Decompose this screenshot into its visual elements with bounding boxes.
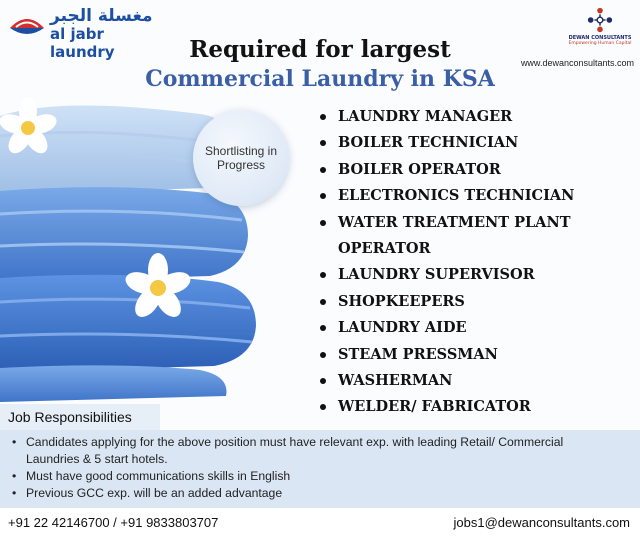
list-item: • Must have good communications skills in English bbox=[10, 468, 640, 485]
positions-list bbox=[318, 104, 608, 421]
headline-line1: Required for largest bbox=[189, 36, 451, 63]
list-item: SHOPKEEPERS bbox=[318, 289, 608, 315]
aljabr-arabic-name: مغسلة الجبر bbox=[50, 6, 153, 26]
list-item: ELECTRONICS TECHNICIAN bbox=[318, 183, 608, 209]
responsibilities-panel bbox=[0, 430, 640, 508]
dewan-people-icon bbox=[586, 6, 614, 34]
list-item-text: WATER TREATMENT PLANT OPERATOR bbox=[338, 213, 571, 258]
responsibilities-title: Job Responsibilities bbox=[8, 409, 132, 425]
dewan-website[interactable]: www.dewanconsultants.com bbox=[520, 58, 634, 68]
list-item bbox=[318, 210, 608, 263]
phone-numbers[interactable]: +91 22 42146700 / +91 9833803707 bbox=[8, 515, 219, 530]
list-item: • Candidates applying for the above position must have relevant exp. with leading Retail/ Commercial Laundries & 5 start hotels. bbox=[10, 434, 566, 468]
dewan-tagline: Empowering Human Capital bbox=[568, 41, 632, 46]
contact-footer bbox=[0, 508, 640, 537]
responsibilities-list bbox=[0, 430, 640, 502]
list-item: LAUNDRY AIDE bbox=[318, 315, 608, 341]
list-item: LAUNDRY MANAGER bbox=[318, 104, 608, 130]
email-link[interactable]: jobs1@dewanconsultants.com bbox=[453, 515, 630, 530]
list-item: BOILER TECHNICIAN bbox=[318, 130, 608, 156]
list-item: BOILER OPERATOR bbox=[318, 157, 608, 183]
aljabr-english-name: al jabr laundry bbox=[50, 25, 115, 61]
list-item: WASHERMAN bbox=[318, 368, 608, 394]
shortlisting-text: Shortlisting in Progress bbox=[204, 144, 278, 172]
shortlisting-badge bbox=[193, 110, 289, 206]
dewan-name: DEWAN CONSULTANTS bbox=[568, 35, 632, 41]
headline-line2: Commercial Laundry in KSA bbox=[145, 66, 495, 92]
list-item: • Previous GCC exp. will be an added advantage bbox=[10, 485, 640, 502]
list-item: WELDER/ FABRICATOR bbox=[318, 394, 608, 420]
responsibilities-heading bbox=[0, 404, 160, 430]
list-item: LAUNDRY SUPERVISOR bbox=[318, 262, 608, 288]
list-item: STEAM PRESSMAN bbox=[318, 342, 608, 368]
